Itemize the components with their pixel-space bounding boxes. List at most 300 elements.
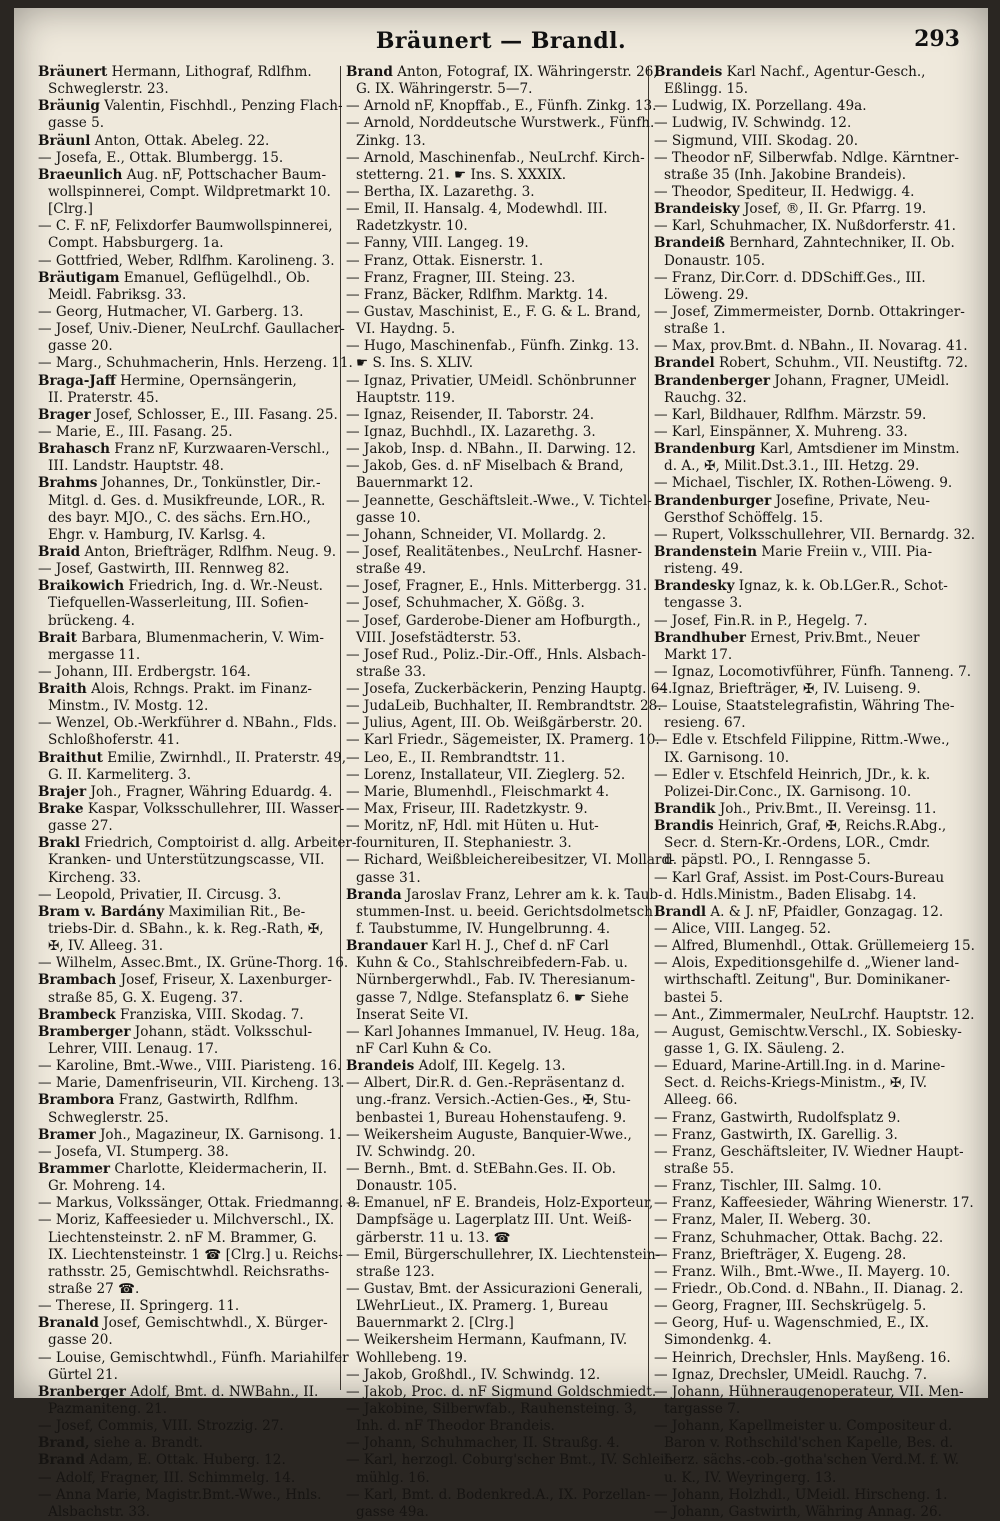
directory-entry-line xyxy=(652,475,952,492)
directory-entry-line xyxy=(36,355,353,372)
entry-text: Donaustr. 105. xyxy=(356,1178,458,1195)
directory-entry-line xyxy=(344,972,644,989)
directory-entry-line xyxy=(36,1041,336,1058)
entry-text: Gürtel 21. xyxy=(48,1366,118,1383)
directory-entry-line xyxy=(344,1246,661,1264)
directory-entry-line xyxy=(36,1452,336,1469)
directory-entry-line xyxy=(652,390,952,407)
entry-text: Emanuel, Geflügelhdl., Ob. xyxy=(119,269,311,286)
directory-entry-line xyxy=(344,150,644,167)
entry-text: Josef, ®, II. Gr. Pfarrg. 19. xyxy=(739,201,927,218)
directory-entry-line xyxy=(344,1144,644,1161)
directory-entry-line xyxy=(652,1452,960,1469)
column-divider xyxy=(340,66,341,1390)
entry-text: gasse 49a. xyxy=(356,1503,429,1520)
directory-entry-line xyxy=(344,870,644,887)
directory-entry-line xyxy=(36,698,336,715)
entry-text: straße 49. xyxy=(356,561,427,578)
directory-entry-line xyxy=(36,630,336,647)
entry-surname: Brait xyxy=(38,629,77,646)
entry-text: — Franz, Maler, II. Weberg. 30. xyxy=(654,1212,872,1229)
entry-text: Baron v. Rothschild'schen Kapelle, Bes. d. xyxy=(664,1435,954,1452)
directory-entry-line xyxy=(36,287,336,304)
directory-entry-line xyxy=(652,835,952,852)
entry-surname: Braithut xyxy=(38,749,103,766)
entry-text: — Weikersheim Auguste, Banquier-Wwe., xyxy=(346,1126,632,1143)
entry-text: — Rupert, Volksschullehrer, VII. Bernardg. 32. xyxy=(654,526,976,543)
directory-entry-line xyxy=(652,1075,952,1092)
entry-text: Emilie, Zwirnhdl., II. Praterstr. 49, xyxy=(102,749,347,766)
entry-text: — Arnold, Maschinenfab., NeuLrchf. Kirch- xyxy=(346,149,645,166)
entry-text: Eßlingg. 15. xyxy=(664,81,749,98)
entry-surname: Brandeiß xyxy=(654,235,725,252)
directory-entry-line xyxy=(36,1075,345,1092)
directory-entry-line xyxy=(344,818,644,835)
directory-entry-line xyxy=(344,167,644,184)
entry-text: — Jakobine, Silberwfab., Rauhensteing. 3, xyxy=(346,1400,637,1417)
entry-text: — Wilhelm, Assec.Bmt., IX. Grüne-Thorg. 16. xyxy=(38,955,349,972)
directory-entry-line xyxy=(344,698,662,715)
entry-text: — Theodor nF, Silberwfab. Ndlge. Kärntner- xyxy=(654,149,959,166)
entry-text: III. Landstr. Hauptstr. 48. xyxy=(48,458,225,475)
directory-entry-line xyxy=(652,647,952,664)
entry-text: — Josef, Fragner, E., Hnls. Mitterbergg. 31. xyxy=(346,578,648,595)
entry-text: — Franz, Ottak. Eisnerstr. 1. xyxy=(346,252,544,269)
entry-surname: Brandeis xyxy=(654,64,723,80)
entry-text: — Lorenz, Installateur, VII. Zieglerg. 52. xyxy=(346,766,626,783)
entry-text: — Karl Johannes Immanuel, IV. Heug. 18a, xyxy=(346,1023,640,1040)
entry-text: siehe a. Brandt. xyxy=(89,1435,203,1452)
entry-text: — Georg, Huf- u. Wagenschmied, E., IX. xyxy=(654,1315,929,1332)
directory-entry-line xyxy=(36,595,336,612)
entry-text: — Therese, II. Springerg. 11. xyxy=(38,1298,240,1315)
entry-text: des bayr. MJO., C. des sächs. Ern.HO., xyxy=(48,509,311,526)
entry-text: — Ant., Zimmermaler, NeuLrchf. Hauptstr. 12. xyxy=(654,1006,975,1023)
directory-entry-line xyxy=(652,287,952,304)
entry-text: — Ignaz, Drechsler, UMeidl. Rauchg. 7. xyxy=(654,1366,928,1383)
entry-surname: Bramberger xyxy=(38,1023,131,1040)
entry-text: ☛ S. Ins. S. XLIV. xyxy=(356,355,474,372)
entry-text: straße 35 (Inh. Jakobine Brandeis). xyxy=(664,166,907,183)
entry-text: — Emanuel, nF E. Brandeis, Holz-Exporteur, xyxy=(346,1195,654,1212)
entry-text: Pazmaniteng. 21. xyxy=(48,1400,168,1417)
entry-text: — Emil, II. Hansalg. 4, Modewhdl. III. xyxy=(346,201,608,218)
directory-entry-line xyxy=(652,990,952,1007)
directory-entry-line xyxy=(344,338,644,355)
directory-entry-line xyxy=(652,1264,952,1281)
directory-entry-line xyxy=(344,664,644,681)
entry-text: — Jakob, Insp. d. NBahn., II. Darwing. 12. xyxy=(346,441,637,458)
entry-text: Johann, städt. Volksschul- xyxy=(130,1023,313,1040)
entry-text: — Johann, Holzhdl., UMeidl. Hirscheng. 1. xyxy=(654,1486,948,1503)
entry-text: gasse 7, Ndlge. Stefansplatz 6. ☛ Siehe xyxy=(356,989,629,1006)
directory-entry-line xyxy=(36,801,345,818)
entry-text: Mitgl. d. Ges. d. Musikfreunde, LOR., R. xyxy=(48,492,326,509)
entry-text: II. Praterstr. 45. xyxy=(48,389,159,406)
entry-text: — Josef, Gastwirth, III. Rennweg 82. xyxy=(38,561,290,578)
entry-surname: Brakl xyxy=(38,835,81,852)
entry-text: stummen-Inst. u. beeid. Gerichtsdolmetsch xyxy=(356,903,653,920)
entry-text: — Louise, Gemischtwhdl., Fünfh. Mariahilfer xyxy=(38,1349,349,1366)
entry-text: IX. Liechtensteinstr. 1 ☎ [Clrg.] u. Reichs- xyxy=(48,1246,343,1263)
directory-entry-line xyxy=(652,149,959,167)
directory-entry-line xyxy=(344,1452,674,1469)
directory-entry-line xyxy=(36,441,336,458)
entry-text: d. A., ✠, Milit.Dst.3.1., III. Hetzg. 29. xyxy=(664,458,920,475)
directory-entry-line xyxy=(344,201,644,218)
entry-text: mergasse 11. xyxy=(48,646,141,663)
directory-entry-line xyxy=(652,1230,952,1247)
entry-surname: Brandel xyxy=(654,355,715,372)
directory-entry-line xyxy=(652,1383,964,1401)
directory-entry-line xyxy=(344,441,644,458)
directory-entry-line xyxy=(344,1058,644,1075)
entry-text: Joh., Priv.Bmt., II. Vereinsg. 11. xyxy=(715,801,937,818)
directory-entry-line xyxy=(652,613,952,630)
entry-surname: Brandhuber xyxy=(654,629,746,646)
directory-entry-line xyxy=(344,595,644,612)
directory-entry-line xyxy=(344,81,644,98)
directory-entry-line xyxy=(652,1006,975,1024)
entry-text: — Max, prov.Bmt. d. NBahn., II. Novarag. 41. xyxy=(654,338,968,355)
directory-entry-line xyxy=(652,1350,952,1367)
directory-entry-line xyxy=(344,1127,644,1144)
entry-text: VIII. Josefstädterstr. 53. xyxy=(356,629,522,646)
directory-entry-line xyxy=(344,1195,654,1212)
entry-surname: Brandenburg xyxy=(654,441,756,458)
directory-entry-line xyxy=(344,1178,644,1195)
directory-entry-line xyxy=(344,458,644,475)
entry-text: — Max, Friseur, III. Radetzkystr. 9. xyxy=(346,801,588,818)
directory-entry-line xyxy=(344,133,644,150)
entry-surname: Braga-Jaff xyxy=(38,372,116,389)
entry-text: u. K., IV. Weyringerg. 13. xyxy=(664,1469,837,1486)
directory-entry-line xyxy=(344,1418,644,1435)
directory-entry-line xyxy=(344,218,644,235)
directory-entry-line xyxy=(652,1470,952,1487)
directory-entry-line xyxy=(344,1075,644,1092)
entry-text: gasse 27. xyxy=(48,818,113,835)
entry-text: wollspinnerei, Compt. Wildpretmarkt 10. xyxy=(48,183,331,200)
directory-entry-line xyxy=(652,1487,952,1504)
directory-entry-line xyxy=(652,767,952,784)
entry-text: rathsstr. 25, Gemischtwhdl. Reichsraths- xyxy=(48,1263,330,1280)
directory-entry-line xyxy=(652,544,952,561)
entry-text: risteng. 49. xyxy=(664,561,744,578)
directory-page xyxy=(14,8,988,1520)
directory-entry-line xyxy=(344,1092,644,1109)
directory-entry-line xyxy=(36,749,347,767)
directory-entry-line xyxy=(36,510,336,527)
directory-entry-line xyxy=(344,1281,644,1298)
directory-entry-line xyxy=(652,303,965,321)
directory-entry-line xyxy=(652,407,952,424)
entry-text: — Michael, Tischler, IX. Rothen-Löweng. 9. xyxy=(654,475,953,492)
directory-entry-line xyxy=(36,1126,342,1144)
entry-text: brückeng. 4. xyxy=(48,612,135,629)
directory-entry-line xyxy=(36,1281,336,1298)
entry-text: Anton, Ottak. Abeleg. 22. xyxy=(90,132,270,149)
directory-entry-line xyxy=(652,870,952,887)
entry-text: ✠, IV. Alleeg. 31. xyxy=(48,938,164,955)
entry-text: Gr. Mohreng. 14. xyxy=(48,1178,166,1195)
directory-entry-line xyxy=(344,287,644,304)
entry-text: — Hugo, Maschinenfab., Fünfh. Zinkg. 13. xyxy=(346,338,640,355)
entry-text: Schweglerstr. 25. xyxy=(48,1109,169,1126)
entry-text: IX. Garnisong. 10. xyxy=(664,749,790,766)
directory-entry-line xyxy=(652,818,952,835)
directory-entry-line xyxy=(36,1058,342,1075)
directory-entry-line xyxy=(652,115,952,132)
directory-entry-line xyxy=(652,81,952,98)
directory-entry-line xyxy=(652,1315,952,1332)
entry-text: — Josefa, VI. Stumperg. 38. xyxy=(38,1143,229,1160)
directory-entry-line xyxy=(36,767,336,784)
directory-entry-line xyxy=(652,355,968,372)
directory-entry-line xyxy=(652,921,952,938)
entry-text: — Heinrich, Drechsler, Hnls. Mayßeng. 16. xyxy=(654,1349,951,1366)
directory-entry-line xyxy=(652,1280,964,1298)
directory-entry-line xyxy=(36,115,336,132)
entry-text: — Franz, Dir.Corr. d. DDSchiff.Ges., III. xyxy=(654,269,926,286)
entry-text: Alois, Rchngs. Prakt. im Finanz- xyxy=(86,681,312,698)
entry-surname: Brager xyxy=(38,406,91,423)
directory-entry-line xyxy=(36,1246,343,1264)
entry-text: Sect. d. Reichs-Kriegs-Ministm., ✠, IV. xyxy=(664,1075,928,1092)
directory-entry-line xyxy=(652,218,956,235)
entry-text: — Karl, herzogl. Coburg'scher Bmt., IV. Schleif- xyxy=(346,1452,674,1469)
entry-text: G. IX. Währingerstr. 5—7. xyxy=(356,81,533,98)
entry-text: straße 27 ☎. xyxy=(48,1280,140,1297)
entry-text: Friedrich, Comptoirist d. allg. Arbeiter- xyxy=(80,835,357,852)
entry-text: d. Hdls.Ministm., Baden Elisabg. 14. xyxy=(664,886,917,903)
entry-text: — Richard, Weißbleichereibesitzer, VI. Mollard- xyxy=(346,852,675,869)
entry-text: — Wenzel, Ob.-Werkführer d. NBahn., Flds. xyxy=(38,715,337,732)
entry-surname: Brammer xyxy=(38,1161,111,1177)
entry-text: — Karl, Schuhmacher, IX. Nußdorferstr. 41. xyxy=(654,218,956,235)
entry-text: tengasse 3. xyxy=(664,595,743,612)
entry-text: Karl Nachf., Agentur-Gesch., xyxy=(722,64,926,80)
entry-text: — Leo, E., II. Rembrandtstr. 11. xyxy=(346,749,566,766)
entry-text: Ernest, Priv.Bmt., Neuer xyxy=(745,629,920,646)
entry-text: Johannes, Dr., Tonkünstler, Dir.- xyxy=(97,475,321,492)
directory-entry-line xyxy=(344,646,647,664)
directory-entry-line xyxy=(36,681,336,698)
entry-text: — Alfred, Blumenhdl., Ottak. Grüllemeierg 15. xyxy=(654,938,975,955)
directory-entry-line xyxy=(344,886,663,904)
entry-text: Alsbachstr. 33. xyxy=(48,1503,151,1520)
directory-entry-line xyxy=(344,903,653,921)
directory-entry-line xyxy=(36,304,336,321)
entry-text: Markt 17. xyxy=(664,646,733,663)
entry-text: A. & J. nF, Pfaidler, Gonzagag. 12. xyxy=(706,903,944,920)
entry-surname: Braikowich xyxy=(38,578,125,595)
directory-entry-line xyxy=(652,750,952,767)
directory-entry-line xyxy=(36,1178,336,1195)
directory-entry-line xyxy=(652,1247,952,1264)
entry-text: Bauernmarkt 12. xyxy=(356,475,474,492)
entry-text: Rauchg. 32. xyxy=(664,389,747,406)
entry-text: Meidl. Fabriksg. 33. xyxy=(48,286,187,303)
directory-entry-line xyxy=(344,938,644,955)
directory-entry-line xyxy=(344,852,675,869)
entry-text: — Johann, Kapellmeister u. Compositeur d. xyxy=(654,1418,953,1435)
directory-entry-line xyxy=(652,1092,952,1109)
entry-text: — Johann, Gastwirth, Währing Annag. 26. xyxy=(654,1503,942,1520)
entry-text: Radetzkystr. 10. xyxy=(356,218,468,235)
column-2 xyxy=(344,64,675,1521)
entry-text: Hermann, Lithograf, Rdlfhm. xyxy=(107,64,312,80)
entry-surname: Brandis xyxy=(654,818,714,835)
entry-text: gasse 10. xyxy=(356,509,421,526)
directory-entry-line xyxy=(652,64,952,81)
entry-text: Compt. Habsburgerg. 1a. xyxy=(48,235,224,252)
directory-entry-line xyxy=(344,1504,644,1521)
directory-entry-line xyxy=(36,544,336,561)
entry-surname: Bramer xyxy=(38,1126,96,1143)
column-3 xyxy=(652,64,976,1521)
directory-entry-line xyxy=(652,133,952,150)
entry-text: gasse 31. xyxy=(356,869,421,886)
directory-entry-line xyxy=(36,1161,336,1178)
directory-entry-line xyxy=(652,458,952,475)
entry-text: — Karoline, Bmt.-Wwe., VIII. Piaristeng. 16. xyxy=(38,1058,342,1075)
entry-text: d. päpstl. PO., I. Renngasse 5. xyxy=(664,852,871,869)
directory-entry-line xyxy=(652,1178,952,1195)
directory-entry-line xyxy=(36,972,336,989)
directory-entry-line xyxy=(652,1418,952,1435)
directory-entry-line xyxy=(652,510,952,527)
entry-text: Barbara, Blumenmacherin, V. Wim- xyxy=(76,629,324,646)
directory-entry-line xyxy=(36,235,336,252)
entry-text: — Marie, Blumenhdl., Fleischmarkt 4. xyxy=(346,783,610,800)
directory-entry-line xyxy=(344,1298,644,1315)
entry-text: targasse 7. xyxy=(664,1400,741,1417)
entry-text: — Josefa, Zuckerbäckerin, Penzing Hauptg. 64. xyxy=(346,681,673,698)
entry-text: — Friedr., Ob.Cond. d. NBahn., II. Dianag. 2. xyxy=(654,1280,964,1297)
directory-entry-line xyxy=(652,887,952,904)
directory-entry-line xyxy=(36,1024,336,1041)
page-number: 293 xyxy=(914,26,960,52)
directory-entry-line xyxy=(344,184,644,201)
entry-text: — Karl, Bmt. d. Bodenkred.A., IX. Porzellan- xyxy=(346,1486,651,1503)
directory-entry-line xyxy=(344,1315,644,1332)
directory-entry-line xyxy=(652,1504,952,1521)
directory-entry-line xyxy=(344,1024,644,1041)
directory-entry-line xyxy=(652,595,952,612)
entry-text: Marie Freiin v., VIII. Pia- xyxy=(757,543,933,560)
entry-surname: Brandeis xyxy=(346,1058,415,1075)
entry-text: straße 55. xyxy=(664,1161,735,1177)
entry-text: Schloßhoferstr. 41. xyxy=(48,732,180,749)
entry-surname: Braid xyxy=(38,543,81,560)
directory-entry-line xyxy=(344,1470,644,1487)
entry-surname: Bram v. Bardány xyxy=(38,903,165,920)
directory-entry-line xyxy=(36,835,357,852)
entry-text: Franz, Gastwirth, Rdlfhm. xyxy=(114,1092,299,1109)
entry-text: — Jeannette, Geschäftsleit.-Wwe., V. Tichtel- xyxy=(346,492,652,509)
directory-entry-line xyxy=(344,835,644,852)
directory-entry-line xyxy=(36,818,336,835)
directory-entry-line xyxy=(652,493,952,510)
entry-text: Alleeg. 66. xyxy=(664,1092,738,1109)
directory-entry-line xyxy=(652,98,952,115)
directory-entry-line xyxy=(36,1007,336,1024)
directory-entry-line xyxy=(36,458,336,475)
directory-entry-line xyxy=(344,424,644,441)
directory-entry-line xyxy=(652,526,976,544)
entry-text: Maximilian Rit., Be- xyxy=(164,903,306,920)
directory-entry-line xyxy=(344,253,644,270)
directory-entry-line xyxy=(36,561,336,578)
directory-entry-line xyxy=(36,493,336,510)
entry-surname: Brake xyxy=(38,801,84,818)
entry-text: — Karl, Einspänner, X. Muhreng. 33. xyxy=(654,423,908,440)
entry-text: — JudaLeib, Buchhalter, II. Rembrandtstr. 28. xyxy=(346,698,662,715)
entry-text: — Johann, Hühneraugenoperateur, VII. Men- xyxy=(654,1383,964,1400)
entry-text: — Georg, Fragner, III. Sechskrügelg. 5. xyxy=(654,1298,927,1315)
directory-entry-line xyxy=(36,184,336,201)
entry-text: — Markus, Volkssänger, Ottak. Friedmanng. 8. xyxy=(38,1195,361,1212)
entry-text: — Bertha, IX. Lazarethg. 3. xyxy=(346,183,535,200)
entry-text: f. Taubstumme, IV. Hungelbrunng. 4. xyxy=(356,921,611,938)
directory-entry-line xyxy=(36,1315,336,1332)
directory-entry-line xyxy=(344,1367,644,1384)
entry-surname: Brand xyxy=(346,64,393,80)
directory-entry-line xyxy=(36,167,336,184)
entry-text: Karl, Amtsdiener im Minstm. xyxy=(755,441,960,458)
directory-entry-line xyxy=(344,1161,644,1178)
entry-text: Bernhard, Zahntechniker, II. Ob. xyxy=(725,235,955,252)
entry-text: gasse 1, G. IX. Säuleng. 2. xyxy=(664,1041,845,1058)
entry-surname: Brahasch xyxy=(38,441,110,458)
directory-entry-line xyxy=(652,801,952,818)
directory-entry-line xyxy=(36,715,336,732)
entry-text: — Ignaz, Briefträger, ✠, IV. Luiseng. 9. xyxy=(654,681,921,698)
directory-entry-line xyxy=(652,201,952,218)
directory-entry-line xyxy=(652,698,955,715)
entry-text: Johann, Fragner, UMeidl. xyxy=(770,372,950,389)
entry-text: Ehgr. v. Hamburg, IV. Karlsg. 4. xyxy=(48,526,266,543)
entry-text: Polizei-Dir.Conc., IX. Garnisong. 10. xyxy=(664,783,912,800)
entry-text: Karl H. J., Chef d. nF Carl xyxy=(427,938,609,955)
entry-text: Liechtensteinstr. 2. nF M. Brammer, G. xyxy=(48,1229,317,1246)
entry-text: — Karl Friedr., Sägemeister, IX. Pramerg. 10. xyxy=(346,732,660,749)
entry-text: — Ludwig, IV. Schwindg. 12. xyxy=(654,115,852,132)
directory-entry-line xyxy=(344,544,644,561)
directory-entry-line xyxy=(652,167,952,184)
directory-entry-line xyxy=(36,1092,336,1109)
entry-text: Minstm., IV. Mostg. 12. xyxy=(48,698,209,715)
entry-text: — Jakob, Ges. d. nF Miselbach & Brand, xyxy=(346,458,624,475)
directory-entry-line xyxy=(652,1298,952,1315)
directory-entry-line xyxy=(344,527,644,544)
directory-entry-line xyxy=(36,990,336,1007)
entry-text: — Emil, Bürgerschullehrer, IX. Liechtenstein- xyxy=(346,1246,661,1263)
directory-entry-line xyxy=(36,1298,336,1315)
entry-text: — Bernh., Bmt. d. StEBahn.Ges. II. Ob. xyxy=(346,1161,616,1177)
directory-entry-line xyxy=(36,1367,336,1384)
directory-entry-line xyxy=(344,1383,657,1401)
directory-entry-line xyxy=(344,990,644,1007)
entry-text: — Marie, Damenfriseurin, VII. Kircheng. 13. xyxy=(38,1075,345,1092)
directory-entry-line xyxy=(652,972,952,989)
entry-text: Hermine, Opernsängerin, xyxy=(115,372,297,389)
directory-entry-line xyxy=(36,1332,336,1349)
entry-text: ung.-franz. Versich.-Actien-Ges., ✠, Stu- xyxy=(356,1092,631,1109)
entry-text: — Franz. Wilh., Bmt.-Wwe., II. Mayerg. 10. xyxy=(654,1263,951,1280)
entry-text: — Moriz, Kaffeesieder u. Milchverschl., IX. xyxy=(38,1212,335,1229)
